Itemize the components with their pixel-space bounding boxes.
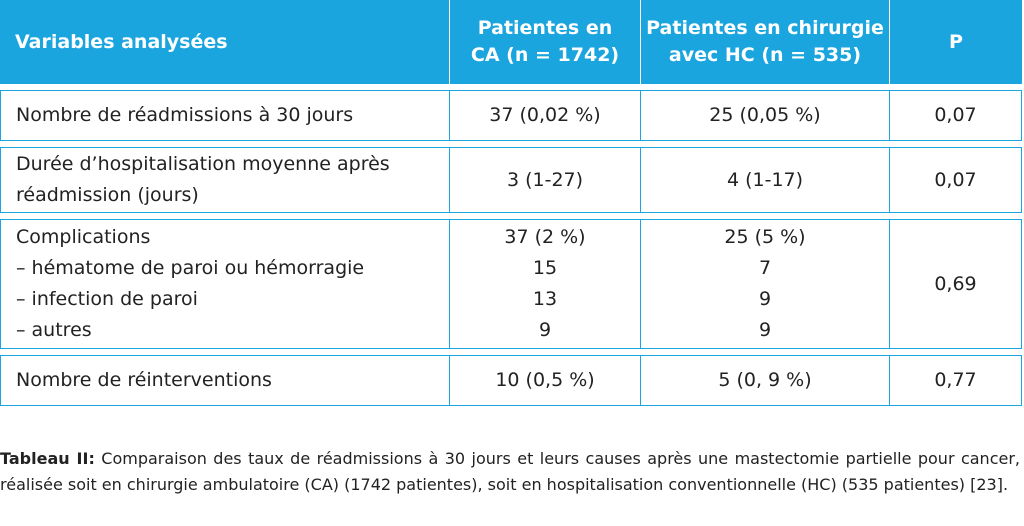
cell-label-line: Complications xyxy=(16,226,151,248)
table-row-duration xyxy=(0,147,1022,213)
cell-label: Nombre de réadmissions à 30 jours xyxy=(0,90,449,141)
table-row-reinterventions xyxy=(0,355,1022,406)
cell-label-line: – infection de paroi xyxy=(16,288,198,310)
cell-ca-line: 13 xyxy=(532,288,558,310)
cell-p: 0,07 xyxy=(889,147,1022,213)
cell-ca-line: 9 xyxy=(538,319,552,341)
cell-hc-line: 9 xyxy=(758,288,772,310)
cell-label-line1: Durée d’hospitalisation moyenne après xyxy=(16,153,390,175)
caption-lead: Tableau II: xyxy=(0,449,95,468)
cell-hc-line: 7 xyxy=(758,257,772,279)
cell-hc-line: 9 xyxy=(758,319,772,341)
cell-ca-line: 15 xyxy=(532,257,558,279)
cell-ca-line: 37 (2 %) xyxy=(504,226,586,248)
header-ca-line2: CA (n = 1742) xyxy=(470,44,620,66)
cell-label-line2: réadmission (jours) xyxy=(16,184,199,206)
table-body xyxy=(0,90,1022,406)
table-row-complications xyxy=(0,219,1022,349)
cell-hc xyxy=(640,219,889,349)
cell-label-line: – hématome de paroi ou hémorragie xyxy=(16,257,365,279)
cell-label-line: – autres xyxy=(16,319,92,341)
cell-label: Nombre de réinterventions xyxy=(0,355,449,406)
cell-hc: 5 (0, 9 %) xyxy=(640,355,889,406)
cell-p: 0,69 xyxy=(889,219,1022,349)
cell-ca: 37 (0,02 %) xyxy=(449,90,640,141)
table-header xyxy=(0,0,1022,84)
cell-label xyxy=(0,147,449,213)
cell-ca xyxy=(449,219,640,349)
header-hc-line2: avec HC (n = 535) xyxy=(668,44,862,66)
cell-ca: 10 (0,5 %) xyxy=(449,355,640,406)
header-variables: Variables analysées xyxy=(0,0,449,84)
header-ca-line1: Patientes en xyxy=(477,17,613,39)
table-caption xyxy=(0,446,1020,498)
cell-hc: 4 (1-17) xyxy=(640,147,889,213)
cell-hc: 25 (0,05 %) xyxy=(640,90,889,141)
caption-text: Comparaison des taux de réadmissions à 30 jours et leurs causes après une mastectomie partielle pour cancer, réalisée soit en chirurgie ambulatoire (CA) (1742 patientes), soit en hospitalisation conventionnelle (HC) (535 patientes) [23]. xyxy=(0,449,1020,494)
header-hc xyxy=(640,0,889,84)
table-row-readmissions xyxy=(0,90,1022,141)
header-hc-line1: Patientes en chirurgie xyxy=(646,17,884,39)
cell-ca: 3 (1-27) xyxy=(449,147,640,213)
cell-hc-line: 25 (5 %) xyxy=(724,226,806,248)
cell-p: 0,77 xyxy=(889,355,1022,406)
cell-label xyxy=(0,219,449,349)
header-row xyxy=(0,0,1022,84)
header-ca xyxy=(449,0,640,84)
header-p: P xyxy=(889,0,1022,84)
cell-p: 0,07 xyxy=(889,90,1022,141)
